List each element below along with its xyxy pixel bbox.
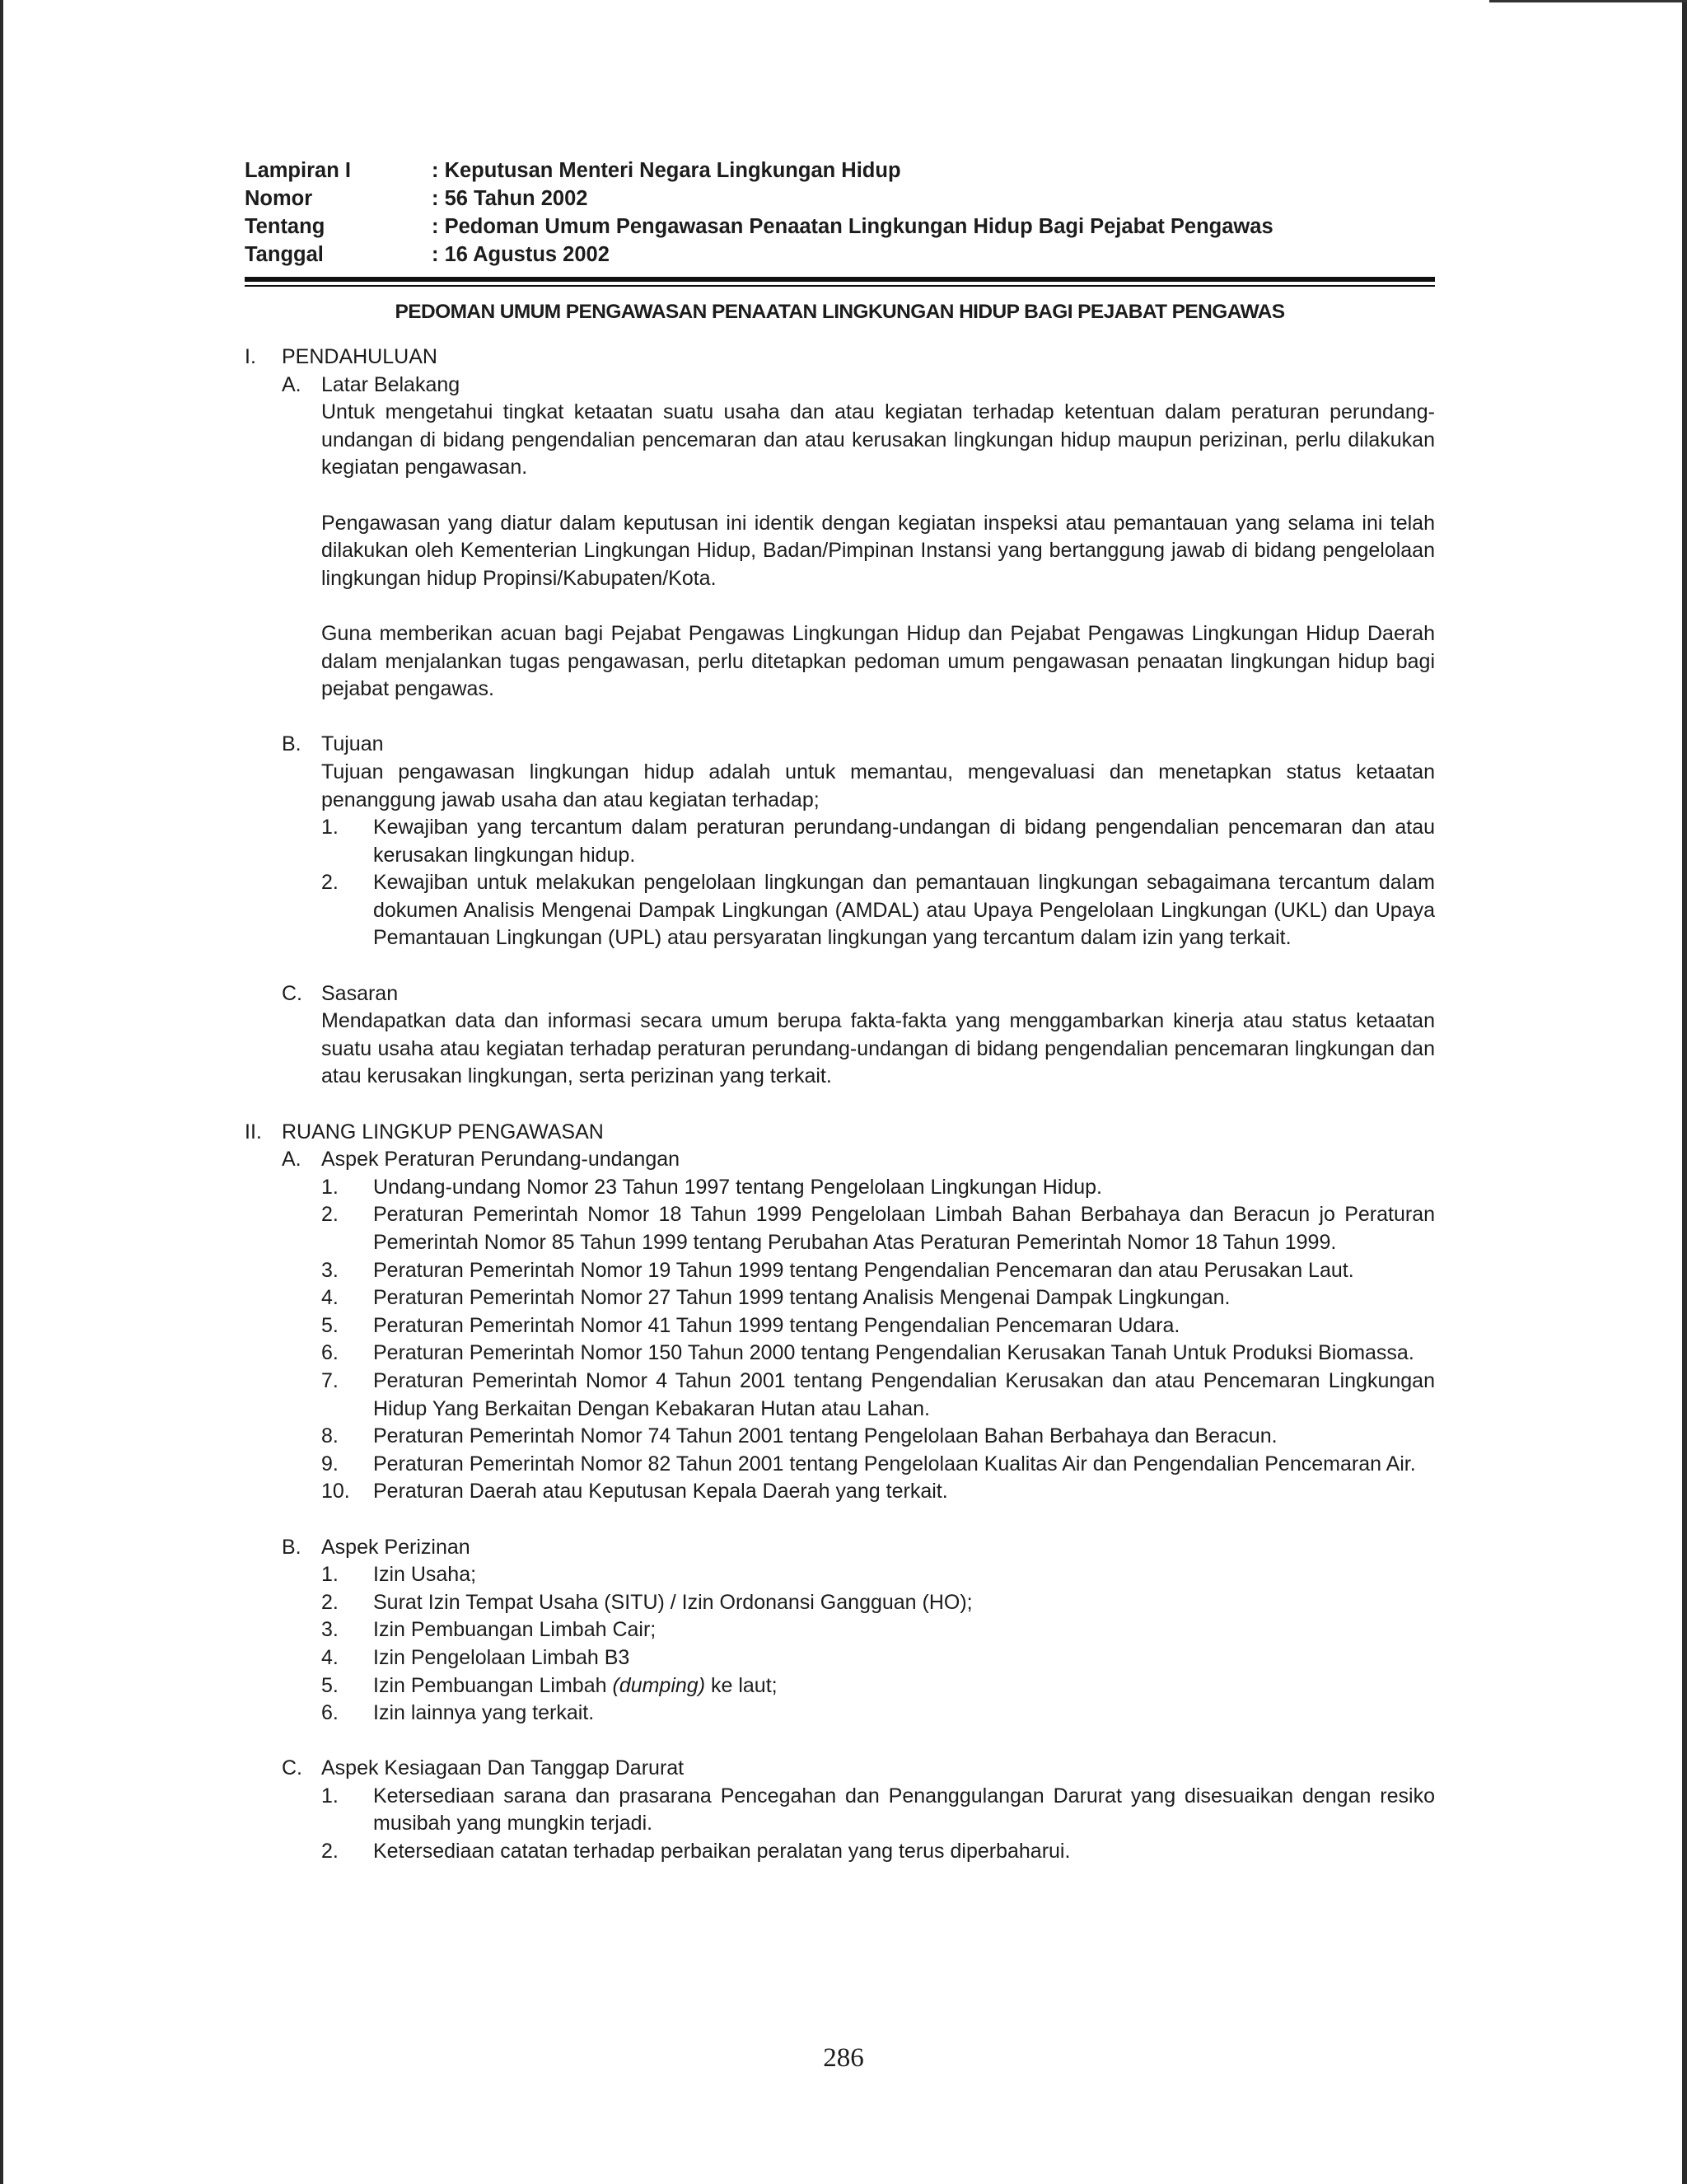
list-item-number: 2. bbox=[321, 871, 339, 895]
section-heading bbox=[245, 1119, 1435, 1147]
paragraph: Guna memberikan acuan bagi Pejabat Pengawas Lingkungan Hidup dan Pejabat Pengawas Lingkungan Hidup Daerah dalam menjalankan tugas pengawasan, perlu ditetapkan pedoman umum pengawasan penaatan lingkungan hidup bagi pejabat pengawas. bbox=[321, 621, 1435, 701]
subsection-heading bbox=[282, 1534, 1435, 1562]
header-value: : Keputusan Menteri Negara Lingkungan Hidup bbox=[432, 159, 901, 182]
list-item-number: 2. bbox=[321, 1590, 339, 1614]
list-item-number: 5. bbox=[321, 1313, 339, 1337]
list-item-text: Izin Pembuangan Limbah Cair; bbox=[373, 1618, 657, 1642]
list-item-text: Peraturan Pemerintah Nomor 19 Tahun 1999 tentang Pengendalian Pencemaran dan atau Perusakan Laut. bbox=[373, 1258, 1354, 1282]
subsection-title: Sasaran bbox=[321, 981, 399, 1005]
subsection bbox=[245, 980, 1435, 1008]
section-title: PENDAHULUAN bbox=[282, 345, 437, 368]
list-item-text: Peraturan Pemerintah Nomor 150 Tahun 2000 tentang Pengendalian Kerusakan Tanah Untuk Produksi Biomassa. bbox=[373, 1341, 1414, 1365]
header-row-tentang bbox=[245, 213, 1435, 241]
list-item-text: Peraturan Pemerintah Nomor 74 Tahun 2001 tentang Pengelolaan Bahan Berbahaya dan Beracun. bbox=[373, 1424, 1278, 1448]
list-item-number: 3. bbox=[321, 1258, 339, 1282]
header-value: : 16 Agustus 2002 bbox=[432, 243, 610, 266]
subsection bbox=[245, 372, 1435, 400]
list-item-number: 3. bbox=[321, 1618, 339, 1642]
list-item bbox=[245, 1589, 1435, 1617]
list-item bbox=[245, 1561, 1435, 1589]
list-item-number: 10. bbox=[321, 1480, 350, 1504]
subsection-heading bbox=[282, 1146, 1435, 1174]
list-item-text: Izin Pengelolaan Limbah B3 bbox=[373, 1645, 630, 1669]
list-item-number: 1. bbox=[321, 816, 339, 839]
list-item bbox=[245, 1201, 1435, 1256]
header-row-tanggal bbox=[245, 241, 1435, 269]
list-item-text bbox=[373, 1672, 1435, 1700]
list-item bbox=[245, 1838, 1435, 1866]
subsection-title: Aspek Kesiagaan Dan Tanggap Darurat bbox=[321, 1756, 685, 1780]
paragraph: Untuk mengetahui tingkat ketaatan suatu usaha dan atau kegiatan terhadap ketentuan dalam peraturan perundang-undangan di bidang pengendalian pencemaran dan atau kerusakan lingkungan hidup maupun perizinan, perlu dilakukan kegiatan pengawasan. bbox=[321, 400, 1435, 479]
list-item-number: 1. bbox=[321, 1563, 339, 1587]
subsection-title: Aspek Peraturan Perundang-undangan bbox=[321, 1148, 680, 1172]
subsection-letter: C. bbox=[282, 981, 302, 1005]
subsection bbox=[245, 731, 1435, 759]
header-label: Tentang bbox=[245, 215, 325, 238]
subsection-heading bbox=[282, 1755, 1435, 1783]
paragraph: Pengawasan yang diatur dalam keputusan ini identik dengan kegiatan inspeksi atau pemantauan yang selama ini telah dilakukan oleh Kementerian Lingkungan Hidup, Badan/Pimpinan Instansi yang bertanggung jawab di bidang pengelolaan lingkungan hidup Propinsi/Kabupaten/Kota. bbox=[321, 511, 1435, 590]
list-item bbox=[245, 1340, 1435, 1368]
section-title: RUANG LINGKUP PENGAWASAN bbox=[282, 1120, 604, 1143]
header-value: : 56 Tahun 2002 bbox=[432, 187, 588, 210]
list-item bbox=[245, 1616, 1435, 1644]
list-item-text: Peraturan Pemerintah Nomor 27 Tahun 1999 tentang Analisis Mengenai Dampak Lingkungan. bbox=[373, 1286, 1231, 1310]
header-label: Tanggal bbox=[245, 243, 324, 266]
subsection-letter: B. bbox=[282, 1535, 301, 1559]
subsection-heading bbox=[282, 731, 1435, 759]
paragraph: Tujuan pengawasan lingkungan hidup adalah untuk memantau, mengevaluasi dan menetapkan status ketaatan penanggung jawab usaha dan atau kegiatan terhadap; bbox=[321, 760, 1435, 811]
list-item-text: Peraturan Pemerintah Nomor 4 Tahun 2001 tentang Pengendalian Kerusakan dan atau Pencemaran Lingkungan Hidup Yang Berkaitan Dengan Kebakaran Hutan atau Lahan. bbox=[373, 1368, 1435, 1420]
list-item-text: Peraturan Pemerintah Nomor 82 Tahun 2001 tentang Pengelolaan Kualitas Air dan Pengendalian Pencemaran Air. bbox=[373, 1452, 1416, 1475]
list-item bbox=[245, 1368, 1435, 1423]
header-label: Lampiran I bbox=[245, 159, 351, 182]
subsection-letter: A. bbox=[282, 1148, 301, 1172]
scan-edge-right bbox=[1682, 0, 1687, 2184]
list-item-number: 2. bbox=[321, 1840, 339, 1864]
list-item-number: 1. bbox=[321, 1175, 339, 1199]
list-item bbox=[245, 1644, 1435, 1672]
list-item-text: Peraturan Daerah atau Keputusan Kepala Daerah yang terkait. bbox=[373, 1480, 948, 1504]
list-item-number: 6. bbox=[321, 1701, 339, 1725]
list-item-number: 4. bbox=[321, 1286, 339, 1310]
header-value: : Pedoman Umum Pengawasan Penaatan Lingkungan Hidup Bagi Pejabat Pengawas bbox=[432, 215, 1273, 238]
list-item-number: 1. bbox=[321, 1784, 339, 1808]
list-item-number: 4. bbox=[321, 1645, 339, 1669]
list-item-text: Izin lainnya yang terkait. bbox=[373, 1701, 595, 1725]
list-item bbox=[245, 1284, 1435, 1312]
list-item-text: Undang-undang Nomor 23 Tahun 1997 tentang Pengelolaan Lingkungan Hidup. bbox=[373, 1175, 1102, 1199]
scan-edge-top bbox=[1489, 0, 1687, 2]
paragraph: Mendapatkan data dan informasi secara umum berupa fakta-fakta yang menggambarkan kinerja atau status ketaatan suatu usaha atau kegiatan terhadap peraturan perundang-undangan di bidang pengendalian pencemaran lingkungan dan atau kerusakan lingkungan, serta perizinan yang terkait. bbox=[321, 1009, 1435, 1088]
list-item-number: 7. bbox=[321, 1368, 339, 1392]
list-item-text: Ketersediaan sarana dan prasarana Pencegahan dan Penanggulangan Darurat yang disesuaikan dengan resiko musibah yang mungkin terjadi. bbox=[373, 1784, 1435, 1836]
document-title: PEDOMAN UMUM PENGAWASAN PENAATAN LINGKUNGAN HIDUP BAGI PEJABAT PENGAWAS bbox=[395, 301, 1285, 323]
list-item bbox=[245, 1700, 1435, 1728]
section-number: II. bbox=[245, 1120, 262, 1143]
list-item-text-italic: (dumping) bbox=[612, 1673, 706, 1697]
document-header bbox=[245, 157, 1435, 269]
list-item-number: 9. bbox=[321, 1452, 339, 1475]
list-item-number: 2. bbox=[321, 1203, 339, 1227]
subsection-title: Tujuan bbox=[321, 732, 384, 756]
subsection-heading bbox=[282, 980, 1435, 1008]
header-row-nomor bbox=[245, 185, 1435, 213]
subsection bbox=[245, 1146, 1435, 1174]
list-item-text: Kewajiban untuk melakukan pengelolaan lingkungan dan pemantauan lingkungan sebagaimana tercantum dalam dokumen Analisis Mengenai Dampak Lingkungan (AMDAL) atau Upaya Pengelolaan Lingkungan (UKL) dan Upaya Pemantauan Lingkungan (UPL) atau persyaratan lingkungan yang tercantum dalam izin yang terkait. bbox=[373, 871, 1435, 950]
list-item-text-part: Izin Pembuangan Limbah bbox=[373, 1673, 613, 1697]
list-item bbox=[245, 1423, 1435, 1451]
subsection-heading bbox=[282, 372, 1435, 400]
header-divider-thick bbox=[245, 277, 1435, 282]
section-number: I. bbox=[245, 345, 256, 368]
list-item-text: Peraturan Pemerintah Nomor 18 Tahun 1999 Pengelolaan Limbah Bahan Berbahaya dan Beracun jo Peraturan Pemerintah Nomor 85 Tahun 1999 tentang Perubahan Atas Peraturan Pemerintah Nomor 18 Tahun 1999. bbox=[373, 1203, 1435, 1254]
list-item bbox=[245, 1478, 1435, 1506]
list-item-text: Surat Izin Tempat Usaha (SITU) / Izin Ordonansi Gangguan (HO); bbox=[373, 1590, 973, 1614]
page-number: 286 bbox=[823, 2043, 864, 2073]
section-heading bbox=[245, 344, 1435, 372]
subsection-letter: A. bbox=[282, 372, 301, 396]
list-item bbox=[245, 1451, 1435, 1479]
list-item-text: Kewajiban yang tercantum dalam peraturan perundang-undangan di bidang pengendalian pencemaran dan atau kerusakan lingkungan hidup. bbox=[373, 816, 1435, 867]
list-item-number: 8. bbox=[321, 1424, 339, 1448]
header-label: Nomor bbox=[245, 187, 313, 210]
scan-edge-left bbox=[0, 0, 3, 2184]
subsection-title: Latar Belakang bbox=[321, 372, 460, 396]
list-item bbox=[245, 1257, 1435, 1285]
list-item bbox=[245, 1783, 1435, 1838]
list-item bbox=[245, 814, 1435, 869]
list-item-number: 5. bbox=[321, 1673, 339, 1697]
list-item-text: Izin Usaha; bbox=[373, 1563, 477, 1587]
header-row-lampiran bbox=[245, 157, 1435, 185]
list-item bbox=[245, 1672, 1435, 1700]
list-item bbox=[245, 1312, 1435, 1340]
subsection-title: Aspek Perizinan bbox=[321, 1535, 470, 1559]
list-item bbox=[245, 869, 1435, 952]
document-page bbox=[245, 157, 1435, 1866]
list-item-text: Ketersediaan catatan terhadap perbaikan peralatan yang terus diperbaharui. bbox=[373, 1840, 1071, 1864]
list-item bbox=[245, 1174, 1435, 1202]
subsection bbox=[245, 1534, 1435, 1562]
header-divider-thin bbox=[245, 285, 1435, 287]
list-item-text-part: ke laut; bbox=[705, 1673, 778, 1697]
list-item-text: Peraturan Pemerintah Nomor 41 Tahun 1999 tentang Pengendalian Pencemaran Udara. bbox=[373, 1313, 1180, 1337]
subsection-letter: B. bbox=[282, 732, 301, 756]
subsection-letter: C. bbox=[282, 1756, 302, 1780]
list-item-number: 6. bbox=[321, 1341, 339, 1365]
document-body bbox=[245, 344, 1435, 1866]
subsection bbox=[245, 1755, 1435, 1783]
